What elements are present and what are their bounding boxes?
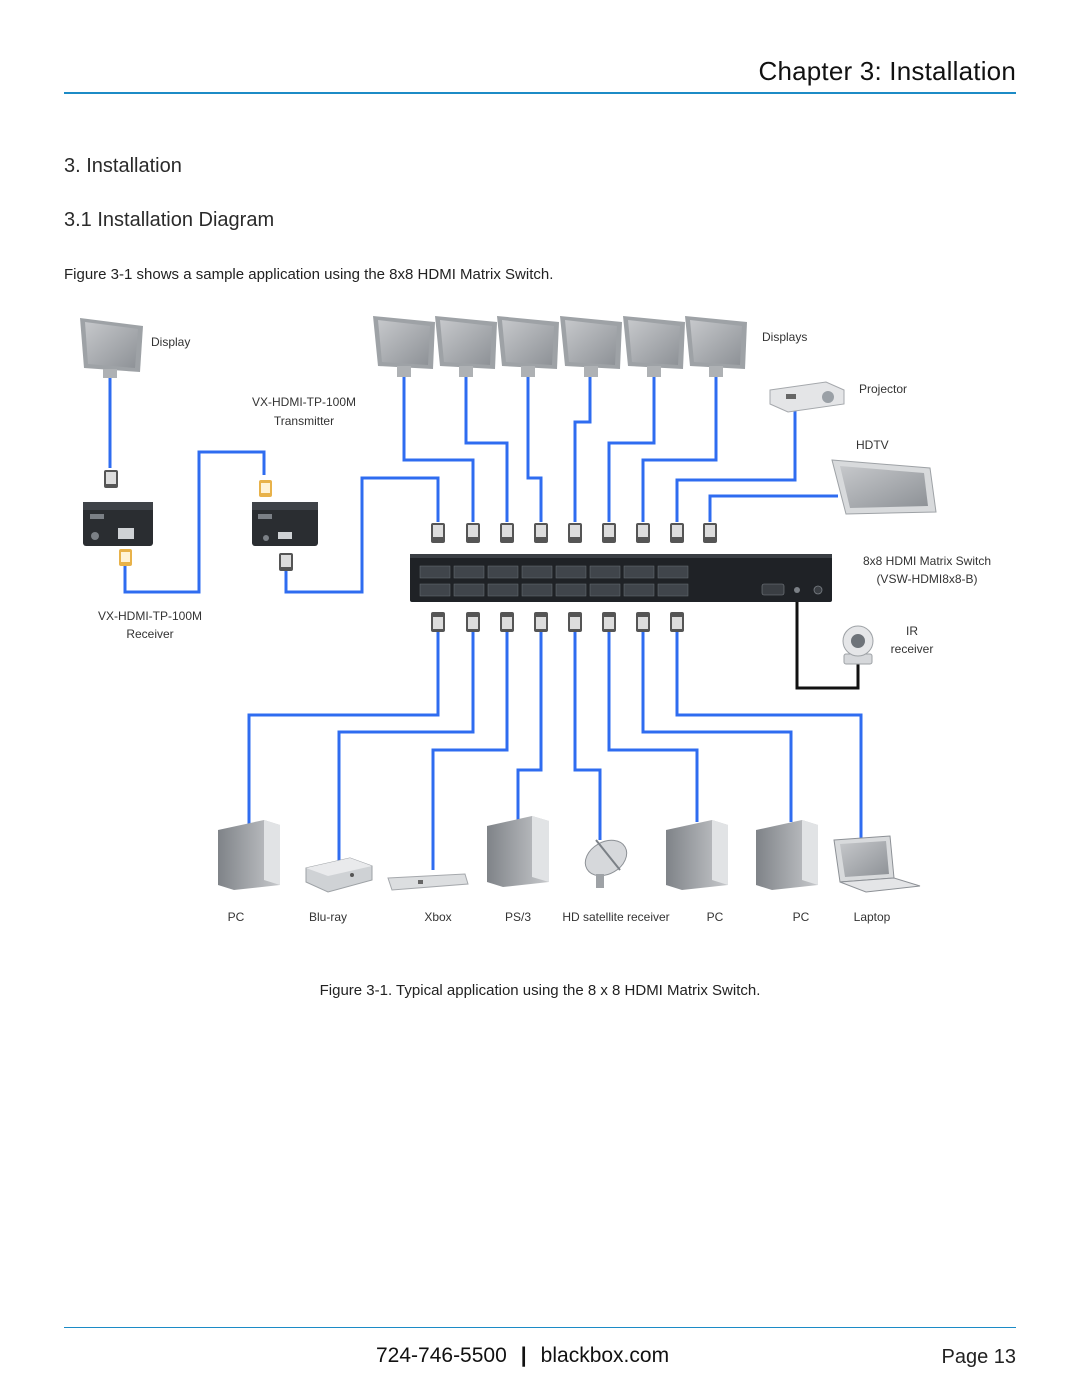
label-receiver: Receiver — [126, 627, 174, 641]
bluray-player-icon — [306, 858, 372, 892]
laptop-icon — [834, 836, 920, 892]
label-display: Display — [151, 335, 191, 349]
pc-tower-icon-1 — [218, 820, 280, 890]
label-ir-line2: receiver — [890, 642, 934, 656]
label-ir-line1: IR — [906, 624, 918, 638]
monitor-icon-5 — [623, 316, 685, 377]
label-switch-model: (VSW-HDMI8x8-B) — [876, 572, 978, 586]
label-transmitter: Transmitter — [273, 414, 335, 428]
intro-paragraph: Figure 3-1 shows a sample application using the 8x8 HDMI Matrix Switch. — [64, 266, 554, 283]
source-label: PC — [792, 910, 810, 924]
monitor-icon-6 — [685, 316, 747, 377]
monitor-icon-2 — [435, 316, 497, 377]
label-displays: Displays — [762, 330, 808, 344]
satellite-dish-icon — [579, 833, 633, 888]
monitor-icon-4 — [560, 316, 622, 377]
footer-rule — [64, 1327, 1016, 1328]
installation-diagram — [0, 300, 1080, 940]
chapter-title: Chapter 3: Installation — [758, 56, 1016, 86]
source-label: Blu-ray — [308, 910, 348, 924]
footer-website[interactable]: blackbox.com — [540, 1344, 670, 1367]
monitor-icon-3 — [497, 316, 559, 377]
label-projector: Projector — [859, 382, 908, 396]
source-label: Laptop — [853, 910, 891, 924]
label-switch-name: 8x8 HDMI Matrix Switch — [862, 554, 992, 568]
projector-icon — [770, 382, 844, 412]
monitor-icon-1 — [373, 316, 435, 377]
section-heading: 3. Installation — [64, 155, 182, 177]
transmitter-unit-icon — [252, 502, 318, 546]
pc-tower-icon-2 — [666, 820, 728, 890]
footer-separator: | — [520, 1344, 527, 1367]
source-label: Xbox — [424, 910, 452, 924]
receiver-unit-icon — [83, 502, 153, 546]
input-connector-row — [431, 612, 684, 632]
matrix-switch-icon — [410, 554, 832, 602]
label-hdtv: HDTV — [856, 438, 889, 452]
label-transmitter-model: VX-HDMI-TP-100M — [251, 395, 357, 409]
footer-phone: 724-746-5500 — [376, 1344, 507, 1367]
header-rule — [64, 92, 1016, 94]
source-label: PC — [706, 910, 724, 924]
output-connector-row — [431, 523, 717, 543]
figure-caption: Figure 3-1. Typical application using the 8 x 8 HDMI Matrix Switch. — [319, 982, 761, 999]
xbox-console-icon — [388, 874, 468, 890]
hdmi-cables — [110, 377, 861, 870]
display-monitor-icon — [80, 318, 143, 378]
source-label: PC — [227, 910, 245, 924]
label-receiver-model: VX-HDMI-TP-100M — [97, 609, 203, 623]
hdtv-icon — [832, 460, 936, 514]
source-label: PS/3 — [504, 910, 532, 924]
subsection-heading: 3.1 Installation Diagram — [64, 209, 275, 231]
ps3-console-icon — [487, 816, 549, 887]
footer-contact — [376, 1344, 669, 1368]
ir-receiver-icon — [843, 626, 873, 664]
page-number: Page 13 — [941, 1346, 1016, 1368]
source-label: HD satellite receiver — [562, 910, 670, 924]
pc-tower-icon-3 — [756, 820, 818, 890]
